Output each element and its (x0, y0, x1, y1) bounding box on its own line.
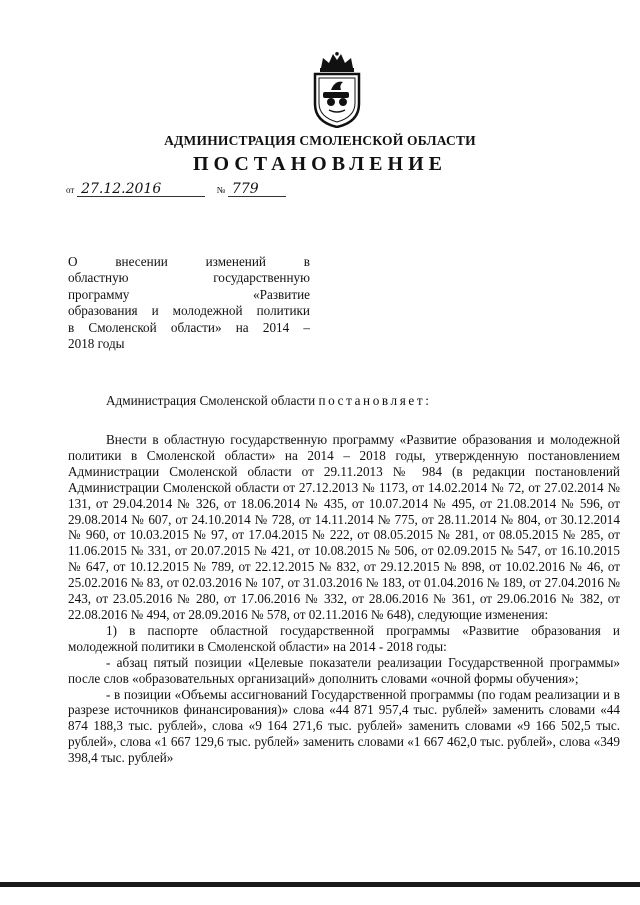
decree-prefix: Администрация Смоленской области (106, 393, 316, 408)
date-number-line (66, 182, 286, 197)
subject-line: программу «Развитие (68, 286, 310, 302)
subject-line: О внесении изменений в (68, 254, 310, 269)
body-paragraph: - в позиции «Объемы ассигнований Государственной программы (по годам реализации и в разрезе источников финансирования)» слова «44 871 957,4 тыс. рублей» заменить словами «44 874 188,3 тыс. рублей», слова «9 164 271,6 тыс. рублей» заменить словами «9 166 502,5 тыс. рублей», слова «1 667 129,6 тыс. рублей» заменить словами «1 667 462,0 тыс. рублей», слова «349 398,4 тыс. рублей» (68, 686, 620, 766)
coat-of-arms-icon (309, 52, 365, 128)
decree-statement (106, 393, 431, 409)
document-subject (68, 254, 310, 352)
number-label: № (216, 185, 226, 195)
body-paragraph: Внести в областную государственную программу «Развитие образования и молодежной политики в Смоленской области» на 2014 – 2018 годы, утвержденную постановлением Администрации Смоленской области от 29.11.2013 № 984 (в редакции постановлений Администрации Смоленской области от 27.12.2013 № 1173, от 14.02.2014 № 72, от 27.02.2014 № 131, от 29.04.2014 № 326, от 18.06.2014 № 435, от 10.07.2014 № 495, от 21.08.2014 № 596, от 29.08.2014 № 607, от 24.10.2014 № 728, от 14.11.2014 № 775, от 28.11.2014 № 804, от 30.12.2014 № 960, от 10.03.2015 № 97, от 17.04.2015 № 222, от 08.05.2015 № 281, от 08.05.2015 № 285, от 11.06.2015 № 331, от 20.07.2015 № 421, от 10.08.2015 № 506, от 02.09.2015 № 547, от 16.10.2015 № 647, от 10.12.2015 № 789, от 22.12.2015 № 832, от 29.12.2015 № 898, от 10.02.2016 № 46, от 25.02.2016 № 83, от 02.03.2016 № 107, от 31.03.2016 № 183, от 01.04.2016 № 189, от 27.04.2016 № 243, от 23.05.2016 № 280, от 17.06.2016 № 332, от 28.06.2016 № 361, от 29.06.2016 № 382, от 22.08.2016 № 494, от 28.09.2016 № 578, от 02.11.2016 № 648), следующие изменения: (68, 432, 620, 622)
date-label: от (66, 185, 75, 195)
bottom-scan-border (0, 882, 640, 887)
subject-line: областную государственную (68, 270, 310, 286)
document-type-title: ПОСТАНОВЛЕНИЕ (193, 153, 447, 175)
body-paragraph: - абзац пятый позиции «Целевые показатели реализации Государственной программы» после слов «образовательных организаций» дополнить словами «очной формы обучения»; (68, 654, 620, 686)
handwritten-number: 779 (228, 182, 286, 197)
subject-line: 2018 годы (68, 336, 125, 352)
decree-verb: постановляет: (318, 393, 432, 408)
handwritten-date: 27.12.2016 (77, 182, 205, 197)
body-paragraph: 1) в паспорте областной государственной программы «Развитие образования и молодежной политики в Смоленской области» на 2014 - 2018 годы: (68, 622, 620, 654)
document-body (68, 432, 620, 766)
subject-line: образования и молодежной политики (68, 303, 310, 319)
subject-line: в Смоленской области» на 2014 – (68, 319, 310, 335)
organization-name: АДМИНИСТРАЦИЯ СМОЛЕНСКОЙ ОБЛАСТИ (164, 133, 476, 148)
